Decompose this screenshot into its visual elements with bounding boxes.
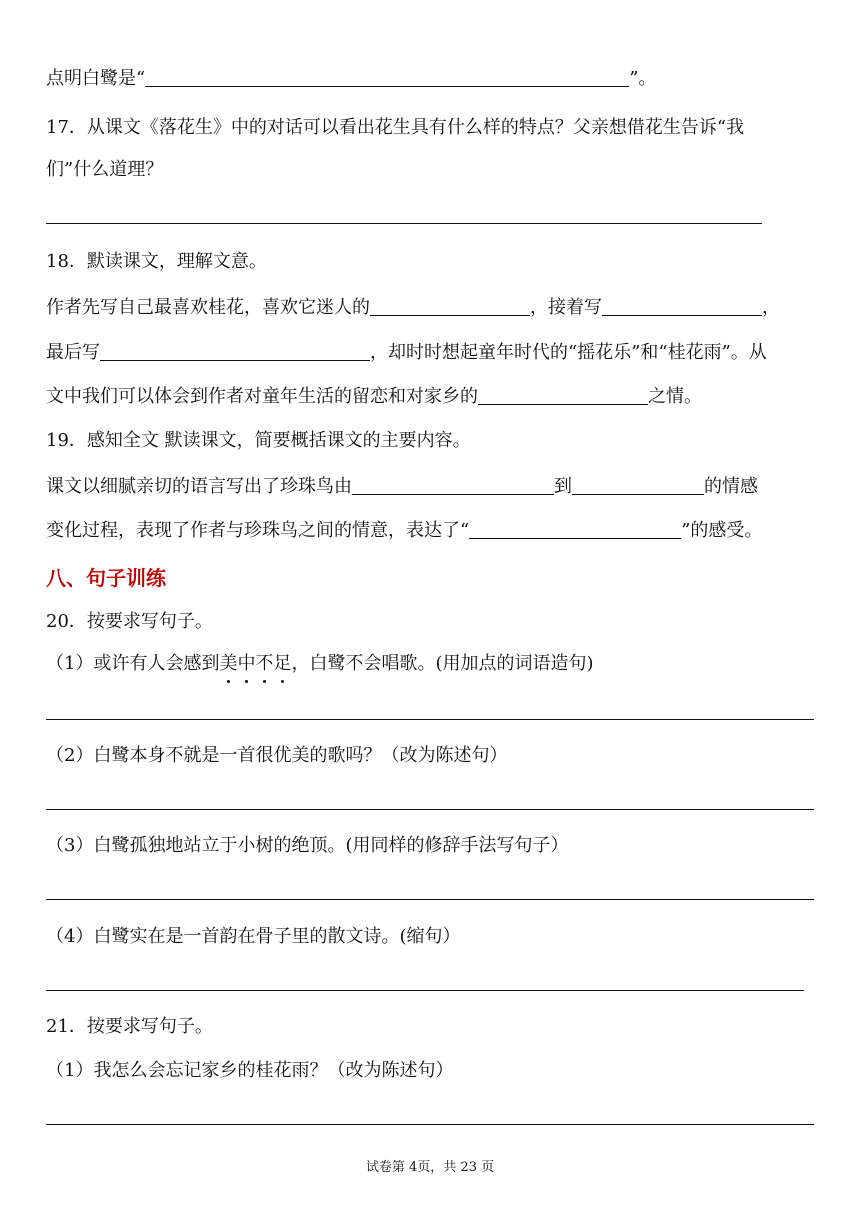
answer-blank[interactable]: [602, 295, 762, 316]
char: 足: [273, 653, 292, 674]
line-bailu-blank: [46, 66, 656, 91]
q18-fill-line1: [46, 295, 780, 320]
text: ”。: [629, 68, 657, 89]
question-19: 19．感知全文 默读课文，简要概括课文的主要内容。: [46, 430, 471, 451]
answer-line-20-4[interactable]: [46, 990, 804, 991]
question-17-line1: 17．从课文《落花生》中的对话可以看出花生具有什么样的特点？父亲想借花生告诉“我: [46, 117, 745, 138]
answer-line-20-1[interactable]: [46, 719, 814, 720]
text: 到: [554, 476, 572, 497]
section-heading: 八、句子训练: [46, 566, 166, 590]
answer-blank[interactable]: [469, 518, 681, 539]
answer-blank[interactable]: [478, 384, 648, 405]
text: 课文以细腻亲切的语言写出了珍珠鸟由: [46, 476, 352, 497]
q18-fill-line2: [46, 340, 767, 365]
answer-line-20-3[interactable]: [46, 899, 814, 900]
question-21: 21．按要求写句子。: [46, 1016, 213, 1037]
q20-item3: （3）白鹭孤独地站立于小树的绝顶。(用同样的修辞手法写句子）: [46, 835, 569, 856]
answer-blank[interactable]: [145, 66, 629, 87]
question-17-line2: 们”什么道理？: [46, 159, 164, 180]
text: 的情感: [704, 476, 758, 497]
q19-fill-line1: [46, 474, 758, 499]
q19-fill-line2: [46, 518, 762, 543]
text: ”的感受。: [681, 520, 763, 541]
answer-blank[interactable]: [100, 340, 370, 361]
text: 作者先写自己最喜欢桂花，喜欢它迷人的: [46, 297, 370, 318]
text: ，接着写: [530, 297, 602, 318]
text: 文中我们可以体会到作者对童年生活的留恋和对家乡的: [46, 386, 478, 407]
answer-blank[interactable]: [370, 295, 530, 316]
emphasis-char: [237, 652, 255, 676]
q20-item2: （2）白鹭本身不就是一首很优美的歌吗？（改为陈述句）: [46, 745, 508, 766]
answer-line-20-2[interactable]: [46, 809, 814, 810]
emphasis-char: [273, 652, 291, 676]
emphasis-char: [219, 652, 237, 676]
text: ，: [762, 297, 780, 318]
question-18: 18．默读课文，理解文意。: [46, 251, 267, 272]
text: 点明白鹭是“: [46, 68, 146, 89]
answer-blank[interactable]: [572, 474, 704, 495]
question-20: 20．按要求写句子。: [46, 611, 213, 632]
char: 不: [255, 653, 274, 674]
q18-fill-line3: [46, 384, 702, 409]
answer-line-17[interactable]: [46, 223, 762, 224]
page-footer: 试卷第 4页，共 23 页: [365, 1160, 495, 1175]
answer-blank[interactable]: [352, 474, 554, 495]
text: ，白鹭不会唱歌。(用加点的词语造句): [291, 653, 594, 674]
text: ，却时时想起童年时代的“摇花乐”和“桂花雨”。从: [370, 342, 767, 363]
q20-item1: [46, 652, 594, 676]
q20-item4: （4）白鹭实在是一首韵在骨子里的散文诗。(缩句）: [46, 926, 461, 947]
text: （1）或许有人会感到: [46, 653, 220, 674]
text: 最后写: [46, 342, 100, 363]
emphasis-char: [255, 652, 273, 676]
answer-line-21-1[interactable]: [46, 1124, 814, 1125]
char: 美: [219, 653, 238, 674]
char: 中: [237, 653, 256, 674]
text: 变化过程，表现了作者与珍珠鸟之间的情意，表达了“: [46, 520, 470, 541]
text: 之情。: [648, 386, 702, 407]
q21-item1: （1）我怎么会忘记家乡的桂花雨？（改为陈述句）: [46, 1060, 454, 1081]
